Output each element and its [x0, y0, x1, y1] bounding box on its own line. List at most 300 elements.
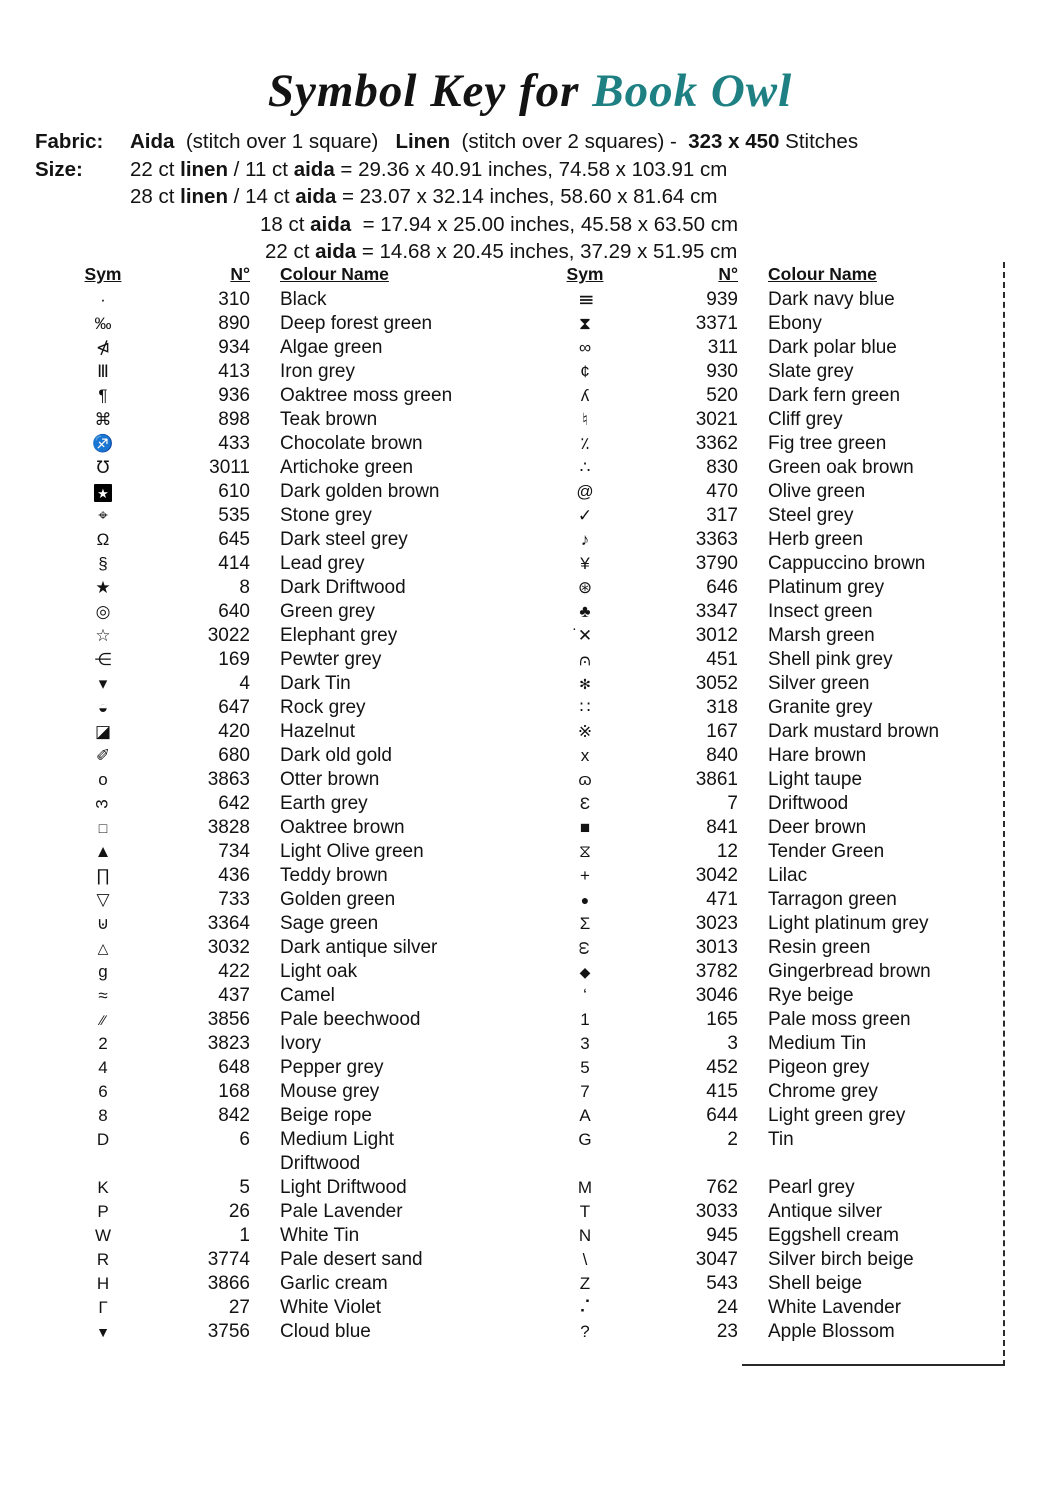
symbol-cell [78, 1056, 128, 1080]
table-row [560, 744, 1005, 768]
number-cell: 734 [218, 841, 250, 862]
symbol-cell [560, 552, 610, 576]
table-row [560, 1296, 1005, 1320]
symbol-cell [78, 576, 128, 600]
table-row [78, 1056, 458, 1080]
colour-name-cell: Antique silver [768, 1201, 883, 1222]
colour-name-cell: Pepper grey [280, 1057, 384, 1078]
number-cell: 646 [706, 577, 738, 598]
symbol-cell [78, 312, 128, 336]
number-cell: 3012 [695, 625, 738, 646]
info-line [35, 238, 1060, 266]
stitch-symbol: ◒ [97, 698, 109, 717]
symbol-cell [560, 312, 610, 336]
stitch-symbol: ⧗ [579, 314, 591, 333]
stitch-symbol: ٪ [580, 434, 590, 453]
number-cell: 3363 [695, 529, 738, 550]
stitch-symbol: ▼ [96, 1324, 110, 1340]
table-header [560, 264, 1005, 285]
symbol-cell [560, 1200, 610, 1224]
colour-name-cell: Lead grey [280, 553, 365, 574]
symbol-cell [560, 360, 610, 384]
symbol-cell [78, 504, 128, 528]
symbol-key-table-left [78, 264, 458, 1344]
table-row [78, 1272, 458, 1296]
colour-name-cell: Pigeon grey [768, 1057, 870, 1078]
colour-name-cell: Algae green [280, 337, 383, 358]
colour-name-cell: Dark antique silver [280, 937, 438, 958]
page-title-black: Symbol Key for [267, 65, 593, 117]
table-row [78, 1320, 458, 1344]
symbol-cell [78, 480, 128, 504]
stitch-symbol: Ω [96, 530, 110, 549]
stitch-symbol: Ɛ [579, 794, 591, 813]
stitch-symbol: ? [580, 1322, 590, 1341]
table-row [560, 768, 1005, 792]
number-cell: 3052 [695, 673, 738, 694]
colour-name-cell: Beige rope [280, 1105, 372, 1126]
table-rows-left [78, 288, 458, 1344]
number-cell: 3866 [207, 1273, 250, 1294]
page-title-accent: Book Owl [592, 65, 793, 117]
stitch-symbol: 6 [98, 1082, 108, 1101]
stitch-symbol: o [98, 770, 108, 789]
number-cell: 3023 [695, 913, 738, 934]
symbol-cell [560, 984, 610, 1008]
stitch-symbol: ⊛ [577, 578, 593, 597]
table-row [560, 1320, 1005, 1344]
table-row [78, 384, 458, 408]
stitch-symbol: \ [582, 1250, 588, 1269]
colour-name-cell: Dark navy blue [768, 289, 895, 310]
table-row [78, 864, 458, 888]
number-cell: 520 [706, 385, 738, 406]
table-row [78, 1296, 458, 1320]
symbol-cell [78, 792, 128, 816]
table-row [560, 624, 1005, 648]
stitch-symbol: G [578, 1130, 592, 1149]
number-cell: 317 [706, 505, 738, 526]
stitch-symbol: 3 [93, 799, 112, 809]
colour-name-cell: Ivory [280, 1033, 322, 1054]
stitch-symbol: ⩀ [579, 650, 591, 669]
stitch-symbol: ✐ [95, 746, 111, 765]
symbol-cell [560, 672, 610, 696]
number-cell: 471 [706, 889, 738, 910]
stitch-symbol: ʻ [583, 986, 587, 1005]
colour-name-cell: Lilac [768, 865, 808, 886]
table-row [78, 816, 458, 840]
table-row [560, 408, 1005, 432]
table-row [78, 600, 458, 624]
number-cell: 3790 [695, 553, 738, 574]
stitch-symbol: ʎ [580, 386, 590, 405]
stitch-symbol: ♪ [580, 530, 590, 549]
colour-name-cell: Dark fern green [768, 385, 901, 406]
number-cell: 414 [218, 553, 250, 574]
number-cell: 7 [727, 793, 738, 814]
colour-name-cell: Deer brown [768, 817, 867, 838]
stitch-symbol: ⌖ [98, 506, 108, 525]
number-cell: 415 [706, 1081, 738, 1102]
number-cell: 23 [716, 1321, 738, 1342]
number-cell: 3047 [695, 1249, 738, 1270]
stitch-symbol: 1 [580, 1010, 590, 1029]
number-cell: 3046 [695, 985, 738, 1006]
number-cell: 680 [218, 745, 250, 766]
symbol-cell [78, 624, 128, 648]
colour-name-cell: Driftwood [768, 793, 849, 814]
table-row [560, 1152, 1005, 1176]
number-cell: 3347 [695, 601, 738, 622]
symbol-cell [560, 336, 610, 360]
symbol-cell [560, 648, 610, 672]
colour-name-cell: Apple Blossom [768, 1321, 895, 1342]
table-row [78, 840, 458, 864]
table-row [78, 576, 458, 600]
stitch-symbol: □ [98, 820, 108, 836]
symbol-cell [560, 576, 610, 600]
colour-name-cell: Sage green [280, 913, 379, 934]
table-row [78, 1104, 458, 1128]
header-sym: Sym [566, 264, 604, 284]
symbol-cell [78, 816, 128, 840]
stitch-symbol: K [97, 1178, 109, 1197]
symbol-cell [560, 864, 610, 888]
symbol-cell [78, 720, 128, 744]
table-row [78, 1080, 458, 1104]
symbol-cell [78, 1080, 128, 1104]
table-row [560, 1032, 1005, 1056]
colour-name-cell: Ebony [768, 313, 822, 334]
colour-name-cell: Silver birch beige [768, 1249, 914, 1270]
stitch-symbol: x [580, 746, 590, 765]
table-row [78, 288, 458, 312]
table-row [560, 696, 1005, 720]
table-row [78, 648, 458, 672]
stitch-symbol: ☆ [95, 626, 111, 645]
colour-name-cell: Hare brown [768, 745, 867, 766]
table-row [78, 336, 458, 360]
colour-name-cell: Granite grey [768, 697, 873, 718]
number-cell: 840 [706, 745, 738, 766]
colour-name-cell: Insect green [768, 601, 873, 622]
number-cell: 733 [218, 889, 250, 910]
table-row [560, 1008, 1005, 1032]
info-label [35, 183, 130, 211]
number-cell: 543 [706, 1273, 738, 1294]
stitch-symbol: Ⅲ [575, 294, 595, 306]
colour-name-cell: Green oak brown [768, 457, 914, 478]
number-cell: 3756 [207, 1321, 250, 1342]
table-row [78, 1128, 458, 1176]
stitch-symbol: ¢ [580, 362, 590, 381]
colour-name-cell: Mouse grey [280, 1081, 380, 1102]
symbol-cell [78, 1200, 128, 1224]
table-row [78, 1176, 458, 1200]
stitch-symbol: W [94, 1226, 112, 1245]
stitch-symbol: Γ [98, 1298, 108, 1317]
header-number: N° [718, 264, 738, 284]
stitch-symbol: ω [576, 941, 595, 955]
colour-name-cell: Fig tree green [768, 433, 887, 454]
symbol-cell [560, 720, 610, 744]
symbol-cell [78, 1008, 128, 1032]
table-row [560, 1056, 1005, 1080]
number-cell: 945 [706, 1225, 738, 1246]
symbol-cell [78, 1224, 128, 1248]
stitch-symbol: ✻ [579, 676, 591, 692]
info-line [35, 183, 1060, 211]
colour-name-cell: Cliff grey [768, 409, 843, 430]
table-row [560, 792, 1005, 816]
colour-name-cell: Pale beechwood [280, 1009, 421, 1030]
number-cell: 3774 [207, 1249, 250, 1270]
number-cell: 762 [706, 1177, 738, 1198]
number-cell: 647 [218, 697, 250, 718]
info-text: 22 ct aida = 14.68 x 20.45 inches, 37.29 x 51.95 cm [265, 240, 738, 263]
number-cell: 890 [218, 313, 250, 334]
stitch-symbol: · [100, 290, 106, 309]
symbol-cell [560, 1104, 610, 1128]
colour-name-cell: Platinum grey [768, 577, 885, 598]
stitch-symbol: R [96, 1250, 110, 1269]
colour-name-cell: Silver green [768, 673, 870, 694]
symbol-cell [560, 384, 610, 408]
symbol-cell [560, 624, 610, 648]
symbol-cell [78, 1296, 128, 1320]
table-row [560, 600, 1005, 624]
table-row [78, 1032, 458, 1056]
table-row [560, 1176, 1005, 1200]
colour-name-cell: Earth grey [280, 793, 368, 814]
number-cell: 842 [218, 1105, 250, 1126]
number-cell: 610 [218, 481, 250, 502]
symbol-cell [78, 336, 128, 360]
table-row [560, 528, 1005, 552]
colour-name-cell: Tin [768, 1129, 794, 1150]
number-cell: 3364 [207, 913, 250, 934]
symbol-cell [78, 384, 128, 408]
symbol-cell [560, 528, 610, 552]
number-cell: 3362 [695, 433, 738, 454]
table-row [560, 648, 1005, 672]
number-cell: 436 [218, 865, 250, 886]
colour-name-cell: Dark mustard brown [768, 721, 940, 742]
stitch-symbol: ∏ [96, 866, 110, 885]
symbol-cell [78, 648, 128, 672]
table-row [560, 1248, 1005, 1272]
symbol-cell [78, 888, 128, 912]
number-cell: 422 [218, 961, 250, 982]
table-row [560, 552, 1005, 576]
table-row [78, 1248, 458, 1272]
symbol-cell [560, 1272, 610, 1296]
stitch-symbol: ▾ [98, 674, 108, 693]
table-row [560, 312, 1005, 336]
number-cell: 3011 [209, 457, 250, 478]
header-sym: Sym [84, 264, 122, 284]
stitch-symbol: ▲ [94, 842, 112, 861]
colour-name-cell: Slate grey [768, 361, 854, 382]
key-panel-right-border [1003, 262, 1005, 1366]
colour-name-cell: Eggshell cream [768, 1225, 899, 1246]
table-row [560, 1272, 1005, 1296]
stitch-symbol: @ [576, 482, 594, 501]
symbol-cell [560, 1080, 610, 1104]
stitch-symbol: ♣ [579, 602, 591, 621]
table-row [78, 408, 458, 432]
stitch-symbol: ♐ [92, 434, 114, 453]
symbol-cell [560, 456, 610, 480]
stitch-symbol: ∕∕ [100, 1012, 106, 1028]
symbol-cell [78, 840, 128, 864]
stitch-symbol: △ [97, 940, 109, 956]
info-text: Aida (stitch over 1 square) Linen (stitch over 2 squares) - 323 x 450 Stitches [130, 130, 859, 153]
symbol-cell [78, 768, 128, 792]
symbol-cell [560, 696, 610, 720]
stitch-symbol: § [98, 554, 108, 573]
symbol-cell [560, 816, 610, 840]
table-row [560, 984, 1005, 1008]
symbol-cell [78, 1248, 128, 1272]
colour-name-cell: Pearl grey [768, 1177, 855, 1198]
symbol-cell [78, 960, 128, 984]
header-number: N° [230, 264, 250, 284]
key-panel-bottom-border [742, 1364, 1005, 1366]
table-row [560, 960, 1005, 984]
symbol-cell [78, 432, 128, 456]
colour-name-cell: Medium Light Driftwood [280, 1129, 395, 1174]
number-cell: 648 [218, 1057, 250, 1078]
colour-name-cell: Dark golden brown [280, 481, 440, 502]
colour-name-cell: Pale Lavender [280, 1201, 403, 1222]
symbol-cell [560, 888, 610, 912]
stitch-symbol: 8 [98, 1106, 108, 1125]
table-row [560, 576, 1005, 600]
number-cell: 535 [218, 505, 250, 526]
symbol-cell [78, 552, 128, 576]
table-row [560, 864, 1005, 888]
number-cell: 5 [239, 1177, 250, 1198]
stitch-symbol: ★ [94, 484, 112, 502]
stitch-symbol: T [579, 1202, 591, 1221]
info-label [35, 238, 130, 266]
stitch-symbol: 2 [98, 1034, 108, 1053]
colour-name-cell: White Violet [280, 1297, 382, 1318]
table-row [78, 1200, 458, 1224]
colour-name-cell: Dark old gold [280, 745, 392, 766]
info-text: 22 ct linen / 11 ct aida = 29.36 x 40.91 inches, 74.58 x 103.91 cm [130, 157, 728, 181]
number-cell: 3033 [695, 1201, 738, 1222]
symbol-cell [78, 1128, 128, 1152]
table-row [560, 336, 1005, 360]
number-cell: 3863 [207, 769, 250, 790]
stitch-symbol: ● [580, 892, 590, 908]
table-row [78, 792, 458, 816]
symbol-cell [560, 960, 610, 984]
colour-name-cell: Dark polar blue [768, 337, 897, 358]
symbol-cell [560, 912, 610, 936]
info-line [35, 156, 1060, 184]
table-row [560, 1128, 1005, 1152]
colour-name-cell: Rock grey [280, 697, 366, 718]
table-row [78, 1224, 458, 1248]
table-row [78, 936, 458, 960]
stitch-symbol: ¶ [98, 386, 108, 405]
colour-name-cell: Deep forest green [280, 313, 433, 334]
table-row [560, 288, 1005, 312]
colour-name-cell: Light green grey [768, 1105, 906, 1126]
number-cell: 318 [706, 697, 738, 718]
table-row [560, 456, 1005, 480]
colour-name-cell: Gingerbread brown [768, 961, 931, 982]
info-label [35, 211, 130, 239]
stitch-symbol: Σ [579, 914, 591, 933]
number-cell: 830 [706, 457, 738, 478]
colour-name-cell: White Tin [280, 1225, 360, 1246]
colour-name-cell: Dark Driftwood [280, 577, 406, 598]
number-cell: 934 [218, 337, 250, 358]
colour-name-cell: Shell pink grey [768, 649, 893, 670]
colour-name-cell: Teddy brown [280, 865, 388, 886]
table-row [560, 1080, 1005, 1104]
stitch-symbol: ∴ [579, 458, 591, 477]
table-row [78, 744, 458, 768]
stitch-symbol: D [96, 1130, 110, 1149]
number-cell: 930 [706, 361, 738, 382]
stitch-symbol: M [577, 1178, 593, 1197]
symbol-cell [560, 432, 610, 456]
table-row [78, 480, 458, 504]
colour-name-cell: Hazelnut [280, 721, 355, 742]
fabric-size-info [35, 128, 1060, 266]
stitch-symbol: 5 [580, 1058, 590, 1077]
table-row [560, 840, 1005, 864]
stitch-symbol: ⊍ [96, 914, 110, 933]
colour-name-cell: Light oak [280, 961, 358, 982]
number-cell: 12 [716, 841, 738, 862]
symbol-cell [560, 936, 610, 960]
stitch-symbol: ▽ [96, 890, 110, 909]
number-cell: 8 [239, 577, 250, 598]
number-cell: 310 [218, 289, 250, 310]
colour-name-cell: Chrome grey [768, 1081, 878, 1102]
colour-name-cell: Oaktree brown [280, 817, 405, 838]
table-row [78, 504, 458, 528]
table-row [560, 912, 1005, 936]
colour-name-cell: Stone grey [280, 505, 372, 526]
stitch-symbol: ⋲ [94, 650, 112, 669]
colour-name-cell: Olive green [768, 481, 866, 502]
table-row [78, 360, 458, 384]
colour-name-cell: Iron grey [280, 361, 355, 382]
number-cell: 452 [706, 1057, 738, 1078]
info-line [35, 211, 1060, 239]
colour-name-cell: Light taupe [768, 769, 863, 790]
colour-name-cell: Oaktree moss green [280, 385, 453, 406]
symbol-cell [78, 936, 128, 960]
colour-name-cell: Teak brown [280, 409, 378, 430]
stitch-symbol: ℧ [96, 458, 110, 477]
symbol-cell [78, 1032, 128, 1056]
colour-name-cell: Artichoke green [280, 457, 414, 478]
symbol-cell [78, 864, 128, 888]
colour-name-cell: Pale desert sand [280, 1249, 423, 1270]
number-cell: 3022 [207, 625, 250, 646]
colour-name-cell: Shell beige [768, 1273, 863, 1294]
colour-name-cell: Black [280, 289, 327, 310]
